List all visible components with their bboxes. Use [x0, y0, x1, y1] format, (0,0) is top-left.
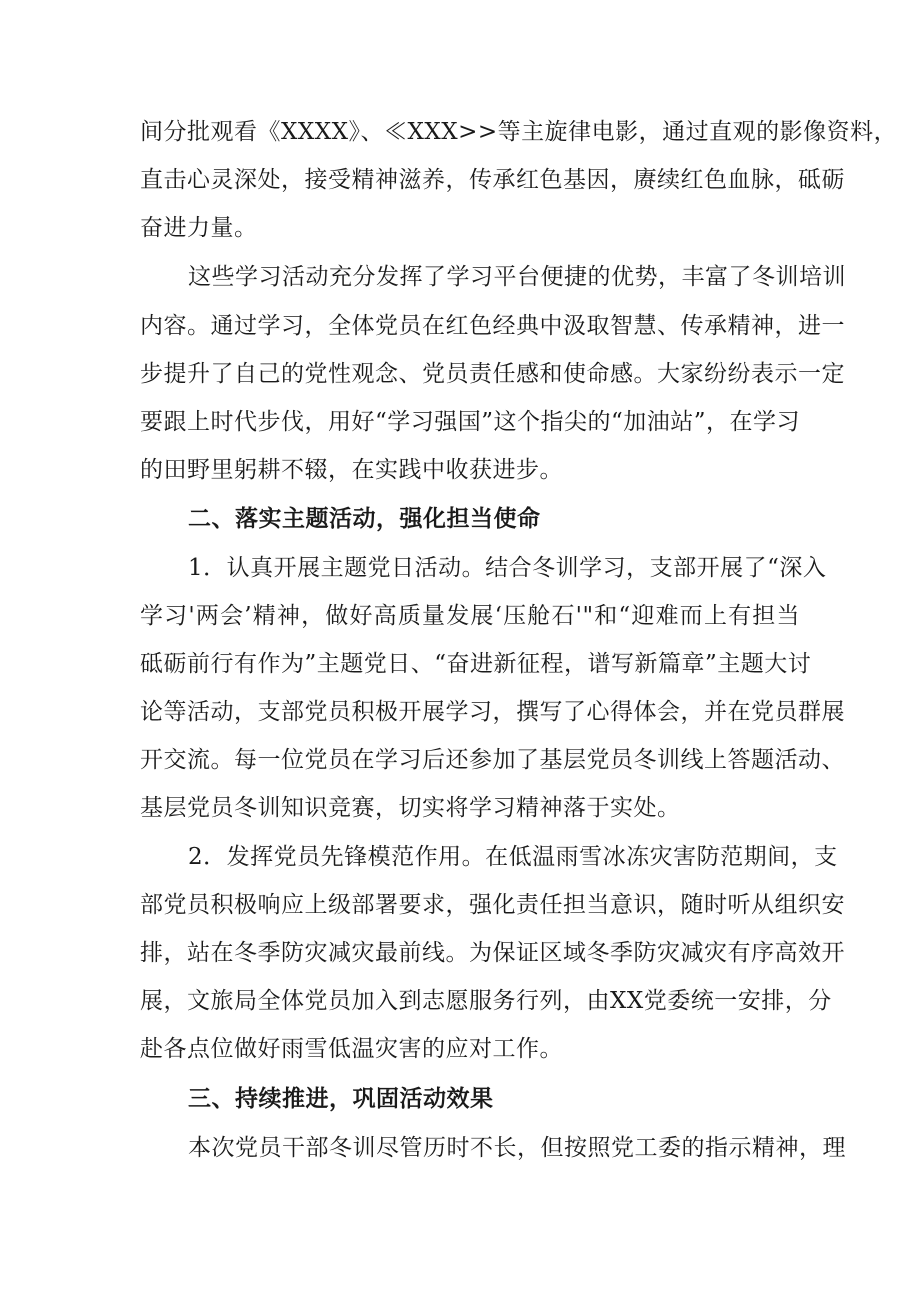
- item-1-line-5: 开交流。每一位党员在学习后还参加了基层党员冬训线上答题活动、: [140, 747, 845, 773]
- item-1-line-6: 基层党员冬训知识竞赛，切实将学习精神落于实处。: [140, 795, 681, 821]
- section-heading-2: 二、落实主题活动，强化担当使命: [188, 506, 541, 532]
- paragraph-1-line-2: 直击心灵深处，接受精神滋养，传承红色基因，赓续红色血脉，砥砺: [140, 167, 845, 193]
- item-2-line-1: 2．发挥党员先锋模范作用。在低温雨雪冰冻灾害防范期间，支: [188, 844, 838, 870]
- item-2-line-3: 排，站在冬季防灾减灾最前线。为保证区域冬季防灾减灾有序高效开: [140, 940, 845, 966]
- item-2-line-2: 部党员积极响应上级部署要求，强化责任担当意识，随时听从组织安: [140, 892, 845, 918]
- item-1-line-3: 砥砺前行有作为”主题党日、“奋进新征程，谱写新篇章”主题大讨: [140, 651, 812, 677]
- paragraph-2-line-3: 步提升了自己的党性观念、党员责任感和使命感。大家纷纷表示一定: [140, 361, 845, 387]
- paragraph-1-line-3: 奋进力量。: [140, 215, 258, 241]
- item-2-line-4: 展，文旅局全体党员加入到志愿服务行列，由XX党委统一安排，分: [140, 988, 832, 1014]
- paragraph-1-line-1: 间分批观看《XXXX》、≪XXX>>等主旋律电影，通过直观的影像资料，: [140, 119, 898, 145]
- item-1-line-4: 论等活动，支部党员积极开展学习，撰写了心得体会，并在党员群展: [140, 699, 845, 725]
- paragraph-2-line-4: 要跟上时代步伐，用好“学习强国”这个指尖的“加油站”，在学习: [140, 409, 801, 435]
- paragraph-2-line-5: 的田野里躬耕不辍，在实践中收获进步。: [140, 457, 563, 483]
- paragraph-2-line-2: 内容。通过学习，全体党员在红色经典中汲取智慧、传承精神，进一: [140, 313, 845, 339]
- item-2-line-5: 赴各点位做好雨雪低温灾害的应对工作。: [140, 1036, 563, 1062]
- paragraph-2-line-1: 这些学习活动充分发挥了学习平台便捷的优势，丰富了冬训培训: [188, 264, 846, 290]
- item-1-line-1: 1．认真开展主题党日活动。结合冬训学习，支部开展了“深入: [188, 555, 827, 581]
- paragraph-3-line-1: 本次党员干部冬训尽管历时不长，但按照党工委的指示精神，理: [188, 1135, 846, 1161]
- item-1-line-2: 学习'两会’精神，做好高质量发展‘压舱石'"和“迎难而上有担当: [140, 603, 800, 629]
- section-heading-3: 三、持续推进，巩固活动效果: [188, 1086, 494, 1112]
